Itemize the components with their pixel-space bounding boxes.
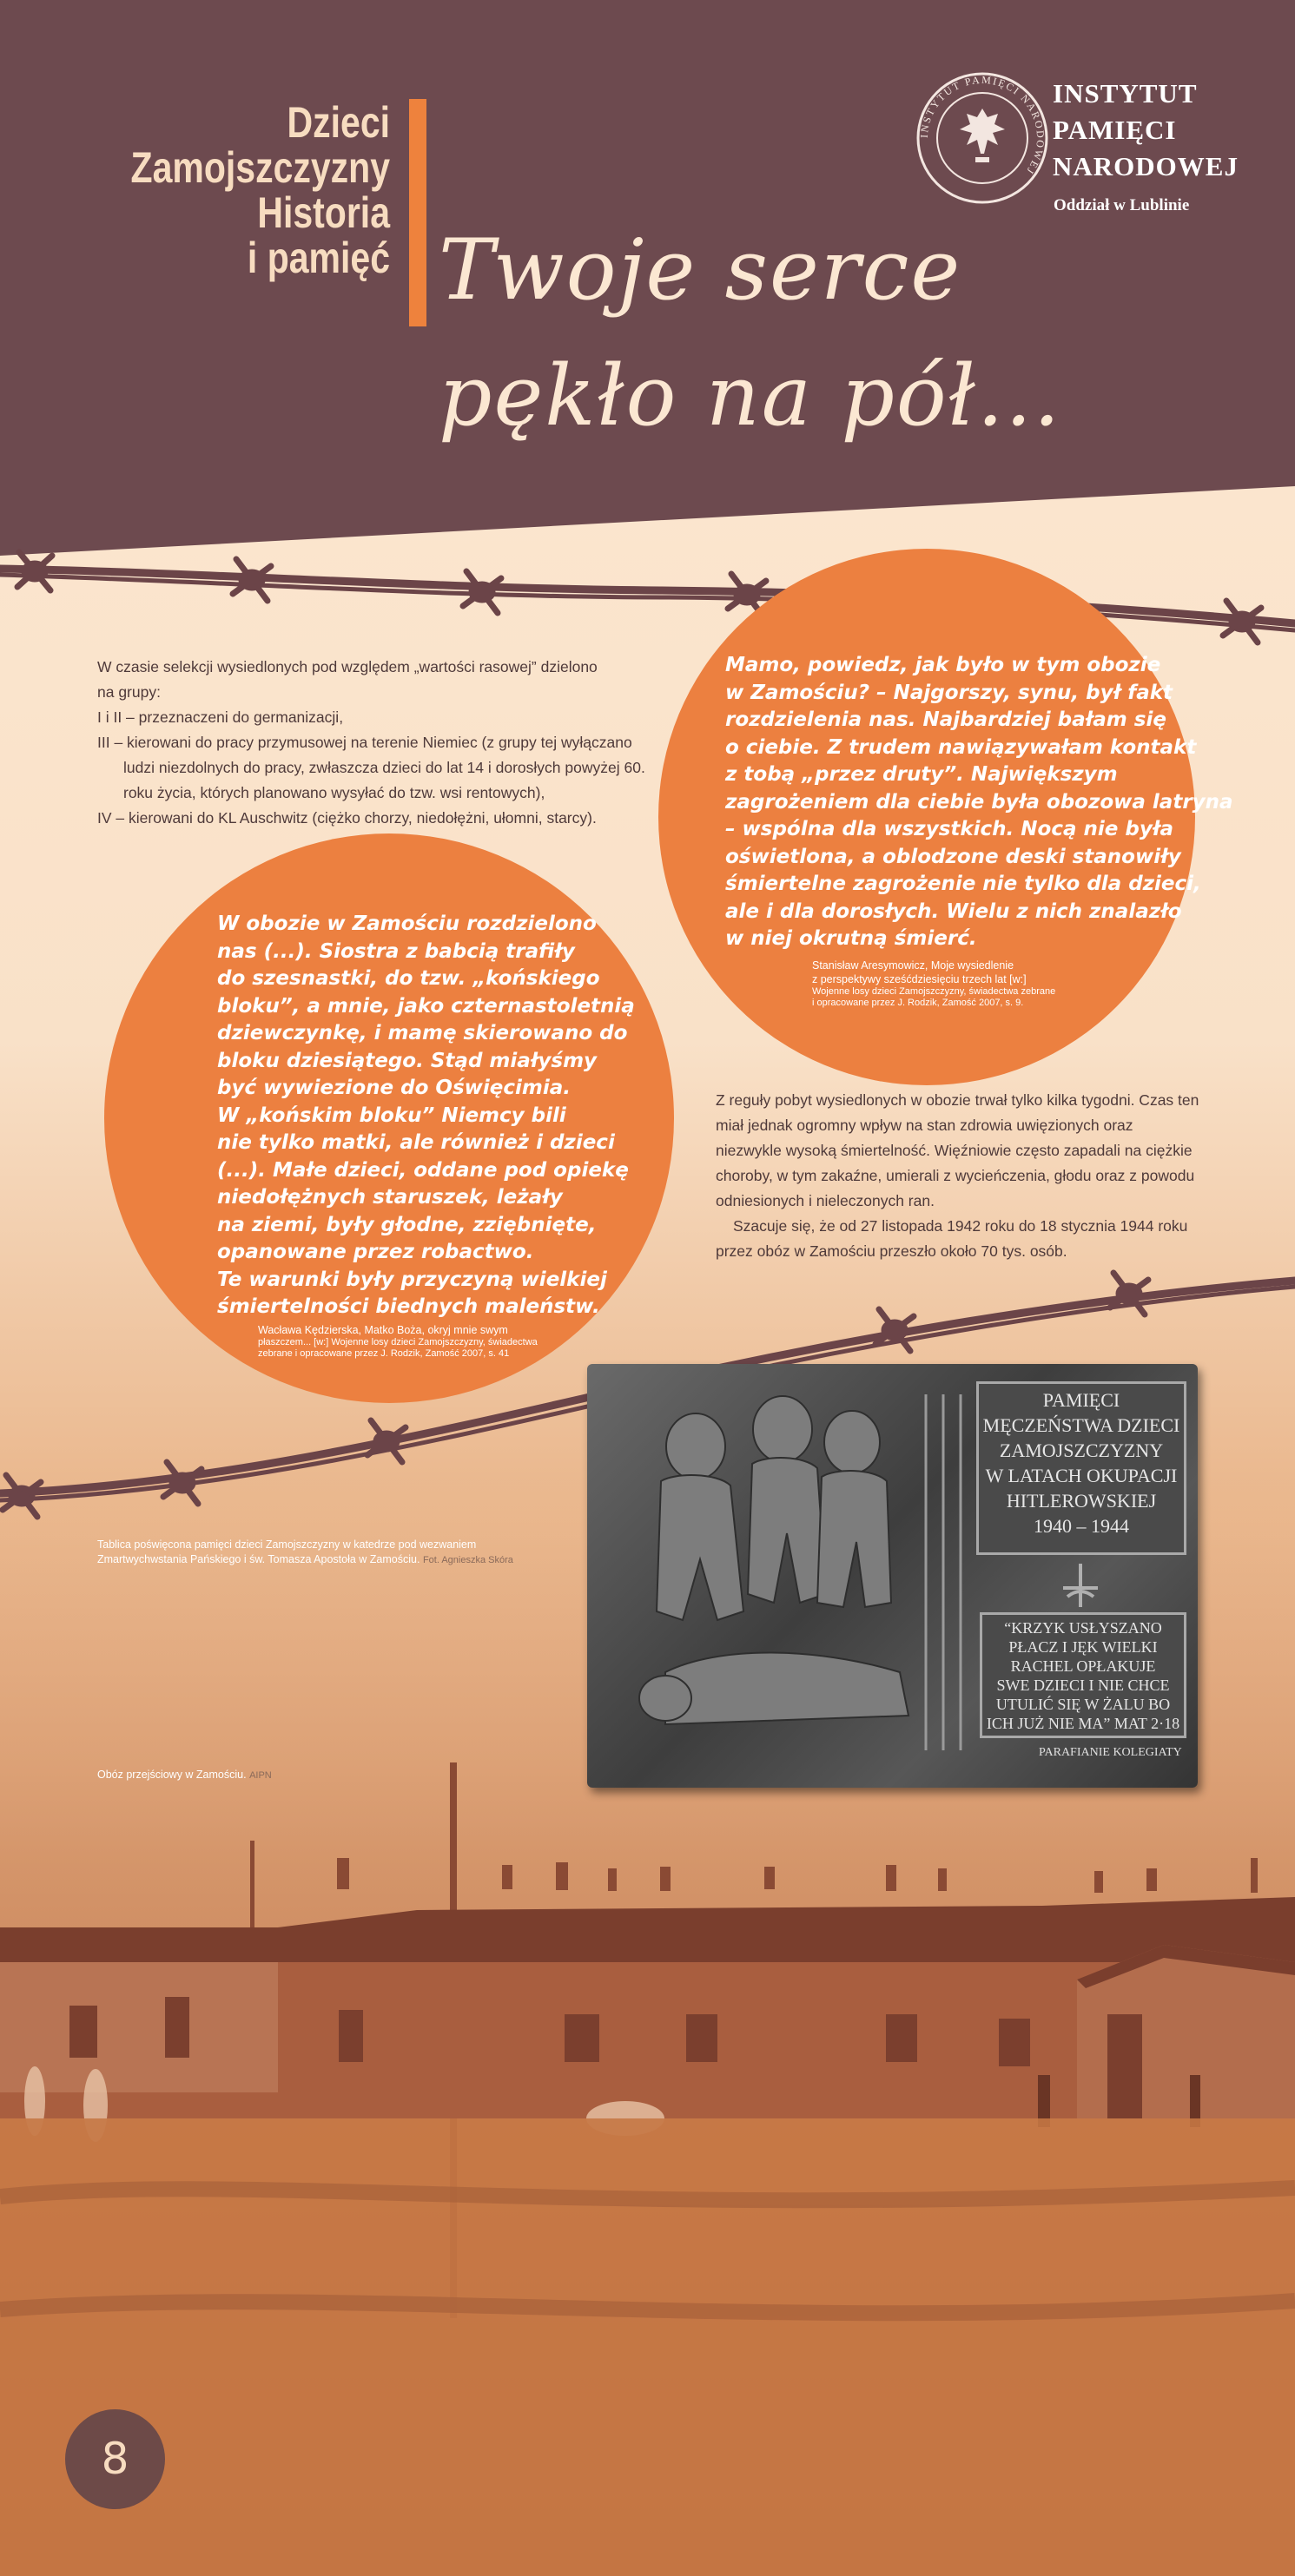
group-item: III – kierowani do pracy przymusowej na terenie Niemiec (z grupy tej wyłączano ludzi niezdolnych do pracy, zwłaszcza dzieci do lat 14 i dorosłych powyżej 60. roku życia, których planowano wysyłać do tzw. wsi rentowych), <box>97 734 645 801</box>
intro-text: W czasie selekcji wysiedlonych pod względem „wartości rasowej” dzielono na grupy: I i II – przeznaczeni do germanizacji, III – kierowani do pracy przymusowej na terenie Niemiec (z grupy tej wyłączano ludzi niezdolnych do pracy, zwłaszcza dzieci do lat 14 i dorosłych powyżej 60. roku życia, których planowano wysyłać do tzw. wsi rentowych), IV – kierowani do KL Auschwitz (ciężko chorzy, niedołężni, ułomni, starcy). <box>97 655 653 831</box>
plaque-relief-children <box>613 1386 978 1768</box>
series-title: Dzieci Zamojszczyzny Historia i pamięć <box>130 98 390 282</box>
main-title-line-2: pękło na pół... <box>439 347 1062 445</box>
quote-right-source: Stanisław Aresymowicz, Moje wysiedlenie z perspektywy sześćdziesięciu trzech lat [w:] Wojenne losy dzieci Zamojszczyzny, świadectwa zebrane i opracowane przez J. Rodzik, Zamość 2007, s. 9. <box>812 959 1056 1008</box>
plaque-inscription-bottom: “KRZYK USŁYSZANO PŁACZ I JĘK WIELKI RACHEL OPŁAKUJE SWE DZIECI I NIE CHCE UTULIĆ SIĘ W ŻALU BO ICH JUŻ NIE MA” MAT 2·18 <box>980 1612 1186 1738</box>
caption-plaque: Tablica poświęcona pamięci dzieci Zamojszczyzny w katedrze pod wezwaniem Zmartwychwstania Pańskiego i św. Tomasza Apostoła w Zamościu. Fot. Agnieszka Skóra <box>97 1538 513 1565</box>
logo-line-3: NARODOWEJ <box>1053 151 1239 181</box>
logo-branch: Oddział w Lublinie <box>1054 196 1190 214</box>
memorial-plaque-photo <box>587 1364 1198 1788</box>
plaque-inscription-top: PAMIĘCI MĘCZEŃSTWA DZIECI ZAMOJSZCZYZNY W LATACH OKUPACJI HITLEROWSKIEJ 1940 – 1944 <box>976 1381 1186 1555</box>
title-accent-bar <box>409 99 426 326</box>
logo-line-2: PAMIĘCI <box>1053 115 1177 145</box>
quote-left-source: Wacława Kędzierska, Matko Boża, okryj mnie swym płaszczem... [w:] Wojenne losy dzieci Zamojszczyzny, świadectwa zebrane i opracowane przez J. Rodzik, Zamość 2007, s. 41 <box>258 1324 538 1359</box>
ipn-seal-logo <box>915 70 1050 206</box>
caption-camp-credit: AIPN <box>249 1770 272 1781</box>
caption-camp: Obóz przejściowy w Zamościu. AIPN <box>97 1769 272 1781</box>
logo-line-1: INSTYTUT <box>1053 78 1198 109</box>
group-item: I i II – przeznaczeni do germanizacji, <box>97 708 344 726</box>
quote-right: Mamo, powiedz, jak było w tym obozie w Zamościu? – Najgorszy, synu, był fakt rozdzielenia nas. Najbardziej bałam się o ciebie. Z trudem nawiązywałam kontakt z tobą „przez druty”. Największym zagrożeniem dla ciebie była obozowa latryna – wspólna dla wszystkich. Nocą nie była oświetlona, a oblodzone deski stanowiły śmiertelne zagrożenie nie tylko dla dzieci, ale i dla dorosłych. Wielu z nich znalazło w niej okrutną śmierć. <box>725 654 1233 950</box>
quote-left: W obozie w Zamościu rozdzielono nas (...). Siostra z babcią trafiły do szesnastki, do tzw. „końskiego bloku”, a mnie, jako czternastoletnią dziewczynkę, i mamę skierowano do bloku dziesiątego. Stąd miałyśmy być wywiezione do Oświęcimia. W „końskim bloku” Niemcy bili nie tylko matki, ale również i dzieci (...). Małe dzieci, oddane pod opiekę niedołężnych staruszek, leżały na ziemi, były głodne, zziębnięte, opanowane przez robactwo. Te warunki były przyczyną wielkiej śmiertelności biednych maleństw. <box>217 912 635 1318</box>
cross-icon <box>1059 1564 1102 1607</box>
plaque-footer: PARAFIANIE KOLEGIATY <box>1039 1746 1182 1759</box>
seal-ring-text: INSTYTUT PAMIĘCI NARODOWEJ <box>917 73 1047 178</box>
caption-plaque-credit: Fot. Agnieszka Skóra <box>422 1555 513 1565</box>
page-number-badge: 8 <box>65 2409 165 2509</box>
body-text-right: Z reguły pobyt wysiedlonych w obozie trwał tylko kilka tygodni. Czas ten miał jednak ogromny wpływ na stan zdrowia uwięzionych oraz niezwykle wysoką śmiertelność. Więźniowie często zapadali na ciężkie choroby, w tym zakaźne, umierali z wycieńczenia, głodu oraz z powodu odniesionych i nieleczonych ran. Szacuje się, że od 27 listopada 1942 roku do 18 stycznia 1944 roku przez obóz w Zamościu przeszło około 70 tys. osób. <box>716 1091 1199 1260</box>
main-title-line-1: Twoje serce <box>439 221 962 319</box>
group-item: IV – kierowani do KL Auschwitz (ciężko chorzy, niedołężni, ułomni, starcy). <box>97 809 597 827</box>
